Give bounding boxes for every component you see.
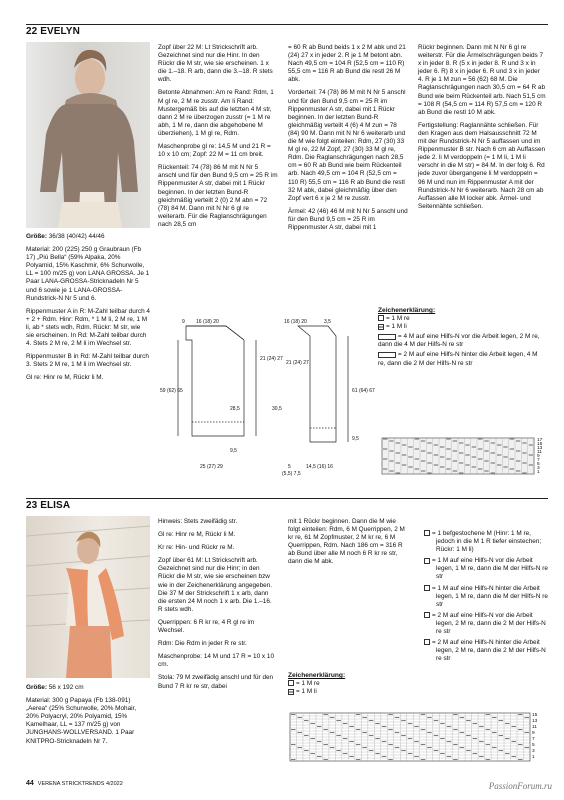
chart-row-numbers	[537, 438, 542, 474]
legend-item: = 2 M auf eine Hilfs-N hinter die Arbeit legen, 2 M re, dann die 2 M der Hilfs-N re str	[432, 639, 546, 663]
chart-row-number: 11	[537, 450, 542, 455]
stitch-chart-elisa	[290, 713, 530, 766]
col-elisa-left	[26, 684, 150, 751]
stola-text: Stola: 79 M zweifädig anschl und für den Bund 7 R kr re str, dabei	[158, 674, 274, 690]
col-elisa-3	[288, 518, 408, 572]
legend-evelyn	[378, 307, 546, 368]
chart-row-number: 3	[532, 749, 535, 754]
dim-sleeve-bot-left: 5	[288, 464, 291, 470]
legend-item: = 4 M auf eine Hilfs-N vor die Arbeit legen, 2 M re, dann die 4 M der Hilfs-N re str	[378, 333, 540, 349]
legend-title: Zeichenerklärung:	[378, 307, 436, 314]
legend-item: = 2 M auf eine Hilfs-N hinter die Arbeit legen, 4 M re, dann die 2 M der Hilfs-N re str	[378, 351, 538, 367]
cross-left-symbol-icon	[424, 558, 430, 564]
legend-item: = 1 M re	[386, 315, 410, 323]
chart-row-number: 9	[537, 454, 540, 459]
dim-back-left: 9	[182, 319, 185, 325]
maschenprobe-text: Maschenprobe: 14 M und 17 R = 10 x 10 cm.	[158, 653, 274, 669]
woman-sweater-illustration	[26, 42, 150, 228]
size-value: 36/38 (40/42) 44/46	[48, 233, 105, 240]
pattern-schematic	[156, 312, 375, 480]
rdm-text: Rdm: Die Rdm in jeder R re str.	[158, 640, 247, 648]
cable-back-symbol-icon	[378, 352, 396, 358]
photo-evelyn	[26, 42, 150, 228]
kr-text: Kr re: Hin- und Rückr re M.	[158, 544, 235, 552]
hinweis-text: Hinweis: Stets zweifädig str.	[158, 518, 238, 525]
dim-sleeve-len: 61 (64) 67	[352, 388, 375, 394]
chart-row-number: 1	[532, 755, 535, 760]
rueckenteil-text: Rückenteil: 74 (78) 86 M mit N Nr 5 anschl und für den Bund 9,5 cm = 25 R im Rippenmuster A str, dabei mit 1 Rückr beginnen. In der letzten Bund-R gleichmäßig verteilt 2 (0) 2 M abn = 72 (78) 84 M. Dann mit N Nr 6 gl re weiterarb. Für die Raglanschrägungen nach 28,5 cm	[158, 164, 278, 228]
dim-sleeve-mid: 30,5	[272, 406, 282, 412]
sleeve-outline	[298, 326, 336, 442]
legend-title: Zeichenerklärung:	[288, 672, 346, 679]
stitch-chart-evelyn	[382, 438, 534, 479]
knit-symbol-icon	[378, 315, 384, 321]
material-text: Material: 200 (225) 250 g Graubraun (Fb 17) „Piú Bella“ (59% Alpaka, 20% Polyamid, 15% Kaschmir, 6% Schurwolle, LL = 100 m/25 g) von LANA GROSSA. Je 1 Paar LANA-GROSSA-Stricknadeln Nr 5 und 6 sowie je 1 LANA-GROSSA-Rundstrick-N Nr 5 und 6.	[26, 246, 150, 302]
chart-row-number: 3	[537, 466, 540, 471]
zopf-text: Zopf über 22 M: Lt Strickschrift arb. Gezeichnet sind nur die Hinr. In den Rückr die M str, wie sie erscheinen. 1 x die 1.–18. R arb, dann die 3.–18. R stets wdh.	[158, 44, 273, 84]
col-elisa-2	[158, 518, 278, 696]
rib-a-text: Rippenmuster A in R: M-Zahl teilbar durch 4 + 2 + Rdm. Hinr: Rdm, * 1 M li, 2 M re, 1 M li, ab * stets wdh, Rdm. Rückr: M str, wie sie erscheinen. In Rd: M-Zahl teilbar durch 4. Stets 2 M re, 2 M li im Wechsel str.	[26, 307, 150, 348]
chart-row-number: 15	[532, 713, 538, 718]
section-rule	[26, 498, 548, 499]
chart-row-number: 15	[537, 442, 543, 447]
knit-symbol-icon	[288, 680, 294, 686]
dim-back-width: 25 (27) 29	[200, 464, 223, 470]
dim-back-top: 16 (18) 20	[196, 319, 219, 325]
legend-item: = 1 M re	[296, 680, 320, 688]
legend-item: = 1 M li	[296, 688, 317, 696]
col-evelyn-3	[288, 44, 408, 237]
cable-back-symbol-icon	[424, 639, 430, 645]
stola-cont-text: mit 1 Rückr beginnen. Dann die M wie folgt einteilen: Rdm, 6 M Querrippen, 2 M kr re, 61 M Zopfmuster, 2 M kr re, 6 M Querrippen, Rdm. Nach 186 cm = 316 R ab Bund über alle M noch 6 R kr re str, dann die M abk.	[288, 518, 405, 566]
dim-sleeve-rib: 9,5	[352, 436, 359, 442]
col-evelyn-left	[26, 233, 150, 388]
zopf-text: Zopf über 61 M: Lt Strickschrift arb. Gezeichnet sind nur die Hinr; in den Rückr die M str, wie sie erscheinen bzw wie in der Zeichenerklärung angegeben. Die 37 M der Strickschrift 1 x arb, dann die ersten 24 M noch 1 x arb. Die 1.–16. R stets wdh.	[158, 557, 273, 613]
chart-row-number: 5	[537, 462, 540, 467]
gl-text: Gl re: Hinr re M, Rückr li M.	[158, 531, 236, 539]
chart-row-number: 5	[532, 743, 535, 748]
legend-item: = 1 befgestochene M (Hinr: 1 M re, jedoch in die M 1 R tiefer einstechen; Rückr: 1 M li)	[432, 530, 542, 554]
dim-back-mid: 28,5	[230, 406, 240, 412]
size-value: 56 x 192 cm	[48, 684, 84, 691]
chart-row-number: 7	[532, 737, 535, 742]
section-title-elisa: 23 ELISA	[26, 500, 71, 511]
col4-p1: Rückr beginnen. Dann mit N Nr 6 gl re weiterstr. Für die Ärmelschrägungen beids 7 x in jeder 8. R (5 x in jeder 8. R und 3 x in jeder 6. R) 8 x in jeder 6. R und 3 x in jeder 4. R je 1 M zun = 56 (62) 68 M. Die Raglanschrägungen nach 30,5 cm = 64 R ab Bund wie beim Rückenteil arb. Nach 51,5 cm = 108 R (54,5 cm = 114 R) 57,5 cm = 120 R ab Bund die restl 10 M abk.	[418, 44, 546, 116]
dim-back-slope: 21 (24) 27	[260, 356, 283, 362]
col3-p1: = 60 R ab Bund beids 1 x 2 M abk und 21 (24) 27 x in jeder 2. R je 1 M betont abn. Nach 49,5 cm = 104 R (52,5 cm = 110 R) 55,5 cm = 116 R ab Bund die restl 26 M abk.	[288, 44, 406, 84]
magazine-name: VERENA STRICKTRENDS 4/2022	[37, 781, 123, 787]
dim-sleeve-top2: 3,5	[324, 319, 331, 325]
size-label: Größe:	[26, 684, 47, 691]
dim-sleeve-slope: 21 (24) 27	[286, 360, 309, 366]
page-footer	[26, 780, 123, 787]
legend-elisa-right	[424, 530, 548, 666]
size-label: Größe:	[26, 233, 47, 240]
chart-row-number: 11	[532, 725, 537, 730]
woman-stole-illustration	[26, 516, 150, 678]
rib-b-text: Rippenmuster B in Rd: M-Zahl teilbar durch 3. Stets 2 M re, 1 M li im Wechsel str.	[26, 353, 149, 369]
legend-elisa	[288, 672, 408, 696]
dim-sleeve-top: 16 (18) 20	[284, 319, 307, 325]
photo-elisa	[26, 516, 150, 678]
purl-symbol-icon	[378, 324, 384, 330]
legend-item: = 2 M auf eine Hilfs-N vor die Arbeit legen, 2 M re, dann die 2 M der Hilfs-N re str	[432, 611, 546, 636]
legend-item: = 1 M auf eine Hilfs-N hinter die Arbeit legen, 1 M re, dann die M der Hilfs-N re str	[432, 584, 548, 608]
dim-back-height: 59 (62) 65	[160, 388, 183, 394]
dim-back-rib: 9,5	[230, 448, 237, 454]
chart-row-numbers	[532, 713, 537, 761]
watermark: PassionForum.ru	[488, 781, 552, 791]
legend-item: = 1 M li	[386, 323, 407, 331]
aermel-text: Ärmel: 42 (46) 46 M mit N Nr 5 anschl und für den Bund 9,5 cm = 25 R im Rippenmuster A str, dabei mit 1	[288, 207, 408, 231]
legend-item: = 1 M auf eine Hilfs-N vor die Arbeit legen, 1 M re, dann die M der Hilfs-N re str	[432, 557, 548, 581]
cable-front-symbol-icon	[424, 612, 430, 618]
cable-front-symbol-icon	[378, 334, 396, 340]
abnahmen-text: Betonte Abnahmen: Am re Rand: Rdm, 1 M gl re, 2 M re zusstr. Am li Rand: Mustergemäß bis auf die letzten 4 M str, dann 2 M re überzogen zusstr (= 1 M re abh, 1 M re, dann die abgehobene M überziehen), 1 M gl re, Rdm.	[158, 89, 274, 137]
vorderteil-text: Vorderteil: 74 (78) 86 M mit N Nr 5 anschl und für den Bund 9,5 cm = 25 R im Rippenmuster A str, dabei mit 1 Rückr beginnen. In der letzten Bund-R gleichmäßig verteilt 4 (6) 4 M zun = 78 (84) 90 M. Dann mit N Nr 6 weiterarb und die M wie folgt einteilen: Rdm, 27 (30) 33 M gl re, 22 M Zopf, 27 (30) 33 M gl re, Rdm. Die Raglanschrägungen nach 28,5 cm = 60 R ab Bund wie beim Rückenteil arb. Nach 49,5 cm = 104 R (52,5 cm = 110 R) 55,5 cm = 116 R ab Bund die restl 32 M abk, dabei gleichmäßig über den Zopf vert 6 x je 2 M re zusstr.	[288, 89, 406, 202]
dim-sleeve-bot: 14,5 (16) 16	[306, 464, 333, 470]
gl-text: Gl re: Hinr re M, Rückr li M.	[26, 374, 104, 382]
section-rule	[26, 24, 548, 25]
chart-row-number: 13	[532, 719, 538, 724]
cross-right-symbol-icon	[424, 585, 430, 591]
dim-sleeve-bot-left2: (5,5) 7,5	[282, 471, 301, 477]
material-text: Material: 300 g Papaya (Fb 138-091) „Aerea“ (25% Schurwolle, 20% Mohair, 20% Polyacryl, 20% Polyamid, 15% Kamelhaar, LL = 137 m/25 g) von JUNGHANS-WOLLVERSAND. 1 Paar KNITPRO-Stricknadeln Nr 7.	[26, 697, 137, 745]
section-title-evelyn: 22 EVELYN	[26, 26, 80, 37]
chart-row-number: 1	[537, 470, 540, 475]
querrippen-text: Querrippen: 6 R kr re, 4 R gl re im Wechsel.	[158, 618, 255, 635]
col-evelyn-4	[418, 44, 546, 216]
chart-row-number: 13	[537, 446, 543, 451]
maschenprobe-text: Maschenprobe gl re: 14,5 M und 21 R = 10 x 10 cm; Zopf: 22 M = 11 cm breit.	[158, 143, 271, 159]
chart-row-number: 7	[537, 458, 540, 463]
purl-symbol-icon	[288, 689, 294, 695]
fertigstellung-text: Fertigstellung: Raglannähte schließen. Für den Kragen aus dem Halsausschnitt 72 M mit der Rundstrick-N Nr 5 auffassen und im Rippenmuster B str. Nach 6 cm ab Auffassen jede 2. li M verdoppeln (= 1 M li, 1 M li verschr in die M str) = 84 M. In der folg 6. Rd jede zuvor übergangene li M verdoppeln = 96 M und nun im Rippenmuster A mit der Rundstrick-N Nr 6 weiterarb. Nach 28 cm ab Auffassen alle M locker abk. Ärmel- und Seitennähte schließen.	[418, 121, 546, 210]
dropped-stitch-symbol-icon	[424, 530, 430, 536]
back-outline	[186, 326, 244, 436]
col-evelyn-2	[158, 44, 278, 234]
chart-row-number: 9	[532, 731, 535, 736]
chart-row-number: 17	[537, 438, 543, 443]
page-number: 44	[26, 780, 34, 787]
